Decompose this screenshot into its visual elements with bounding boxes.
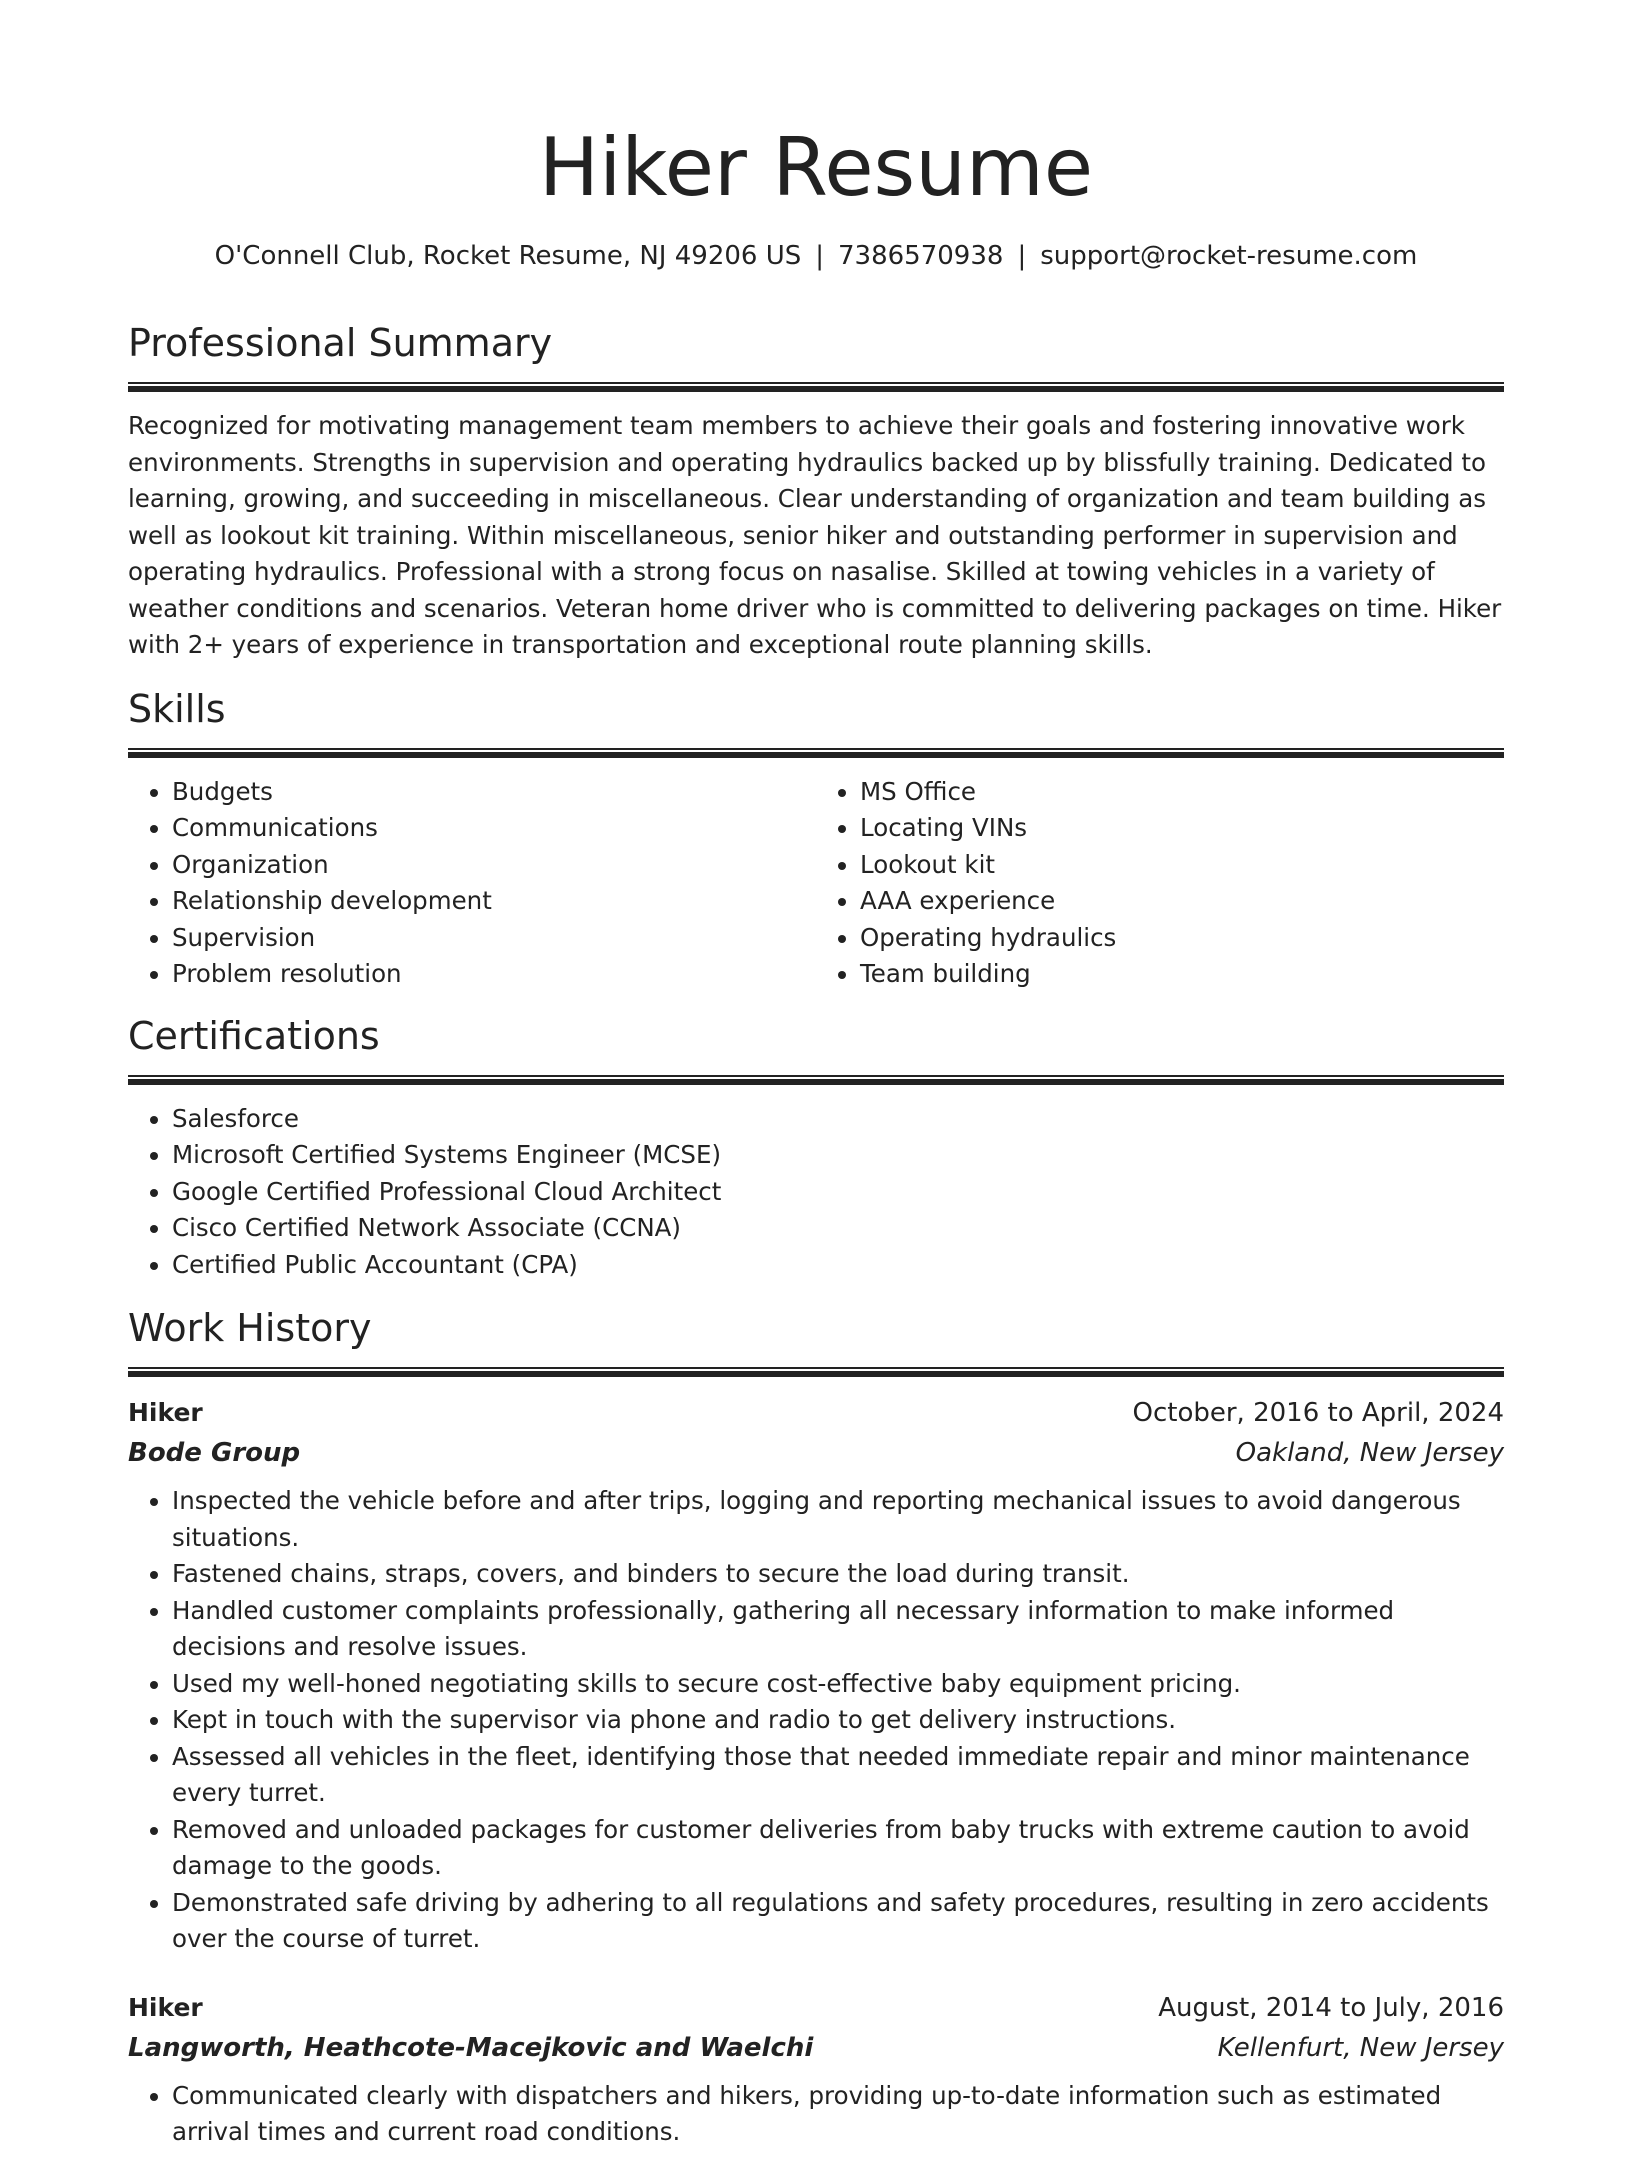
- section-divider: [128, 1367, 1504, 1377]
- contact-address: O'Connell Club, Rocket Resume, NJ 49206 US: [214, 241, 802, 271]
- job-location: Kellenfurt, New Jersey: [1217, 2032, 1504, 2063]
- skill-item: • AAA experience: [860, 883, 1504, 920]
- skill-item: • Lookout kit: [860, 847, 1504, 884]
- section-title: Skills: [128, 686, 226, 731]
- contact-line: [0, 238, 1632, 274]
- job-title: Hiker: [128, 1398, 203, 1427]
- section-title: Work History: [128, 1306, 372, 1350]
- job-location: Oakland, New Jersey: [1235, 1438, 1504, 1468]
- job-dates: October, 2016 to April, 2024: [1132, 1398, 1504, 1428]
- job-bullet: • Demonstrated safe driving by adhering to all regulations and safety procedures, resulting in zero accidents over the course of turret.: [172, 1885, 1504, 1958]
- job-bullets: [128, 1483, 1504, 1958]
- skill-item: • Budgets: [172, 774, 816, 811]
- professional-summary-section: [128, 318, 1504, 664]
- job-header: [128, 1988, 1504, 2028]
- certification-item: • Cisco Certified Network Associate (CCNA): [172, 1210, 1504, 1247]
- job-title: Hiker: [128, 1992, 203, 2022]
- certification-item: • Google Certified Professional Cloud Architect: [172, 1174, 1504, 1211]
- work-history-section: [128, 1303, 1504, 2151]
- contact-phone: 7386570938: [838, 241, 1004, 271]
- skill-item: • Organization: [172, 847, 816, 884]
- skill-item: • Team building: [860, 956, 1504, 993]
- skill-item: • Relationship development: [172, 883, 816, 920]
- contact-email: support@rocket-resume.com: [1040, 241, 1418, 271]
- resume-name: Hiker Resume: [538, 121, 1094, 214]
- section-divider: [128, 1075, 1504, 1085]
- job-entry: [128, 1393, 1504, 1958]
- job-subheader: [128, 2028, 1504, 2068]
- skill-item: • MS Office: [860, 774, 1504, 811]
- job-company: Bode Group: [128, 1438, 301, 1468]
- job-bullet: • Removed and unloaded packages for customer deliveries from baby trucks with extreme caution to avoid damage to the goods.: [172, 1812, 1504, 1885]
- job-bullet: • Handled customer complaints professionally, gathering all necessary information to make informed decisions and resolve issues.: [172, 1593, 1504, 1666]
- resume-content: [128, 318, 1504, 2181]
- skills-columns: [128, 774, 1504, 993]
- job-bullet: • Communicated clearly with dispatchers and hikers, providing up-to-date information such as estimated arrival times and current road conditions.: [172, 2078, 1504, 2151]
- skill-item: • Locating VINs: [860, 810, 1504, 847]
- section-divider: [128, 382, 1504, 392]
- job-bullet: • Used my well-honed negotiating skills to secure cost-effective baby equipment pricing.: [172, 1666, 1504, 1703]
- section-divider: [128, 748, 1504, 758]
- job-subheader: [128, 1433, 1504, 1473]
- job-header: [128, 1393, 1504, 1433]
- skills-list-left: [128, 774, 816, 993]
- skill-item: • Operating hydraulics: [860, 920, 1504, 957]
- job-bullet: • Inspected the vehicle before and after trips, logging and reporting mechanical issues to avoid dangerous situations.: [172, 1483, 1504, 1556]
- skills-section: [128, 684, 1504, 993]
- job-bullet: • Fastened chains, straps, covers, and binders to secure the load during transit.: [172, 1556, 1504, 1593]
- job-entry: [128, 1988, 1504, 2151]
- section-title: Professional Summary: [128, 321, 553, 365]
- job-bullets: [128, 2078, 1504, 2151]
- certification-item: • Salesforce: [172, 1101, 1504, 1138]
- contact-separator: |: [1017, 241, 1027, 271]
- summary-text: Recognized for motivating management team members to achieve their goals and fostering innovative work environments. Strengths in supervision and operating hydraulics backed up by blissfully training. Dedicated to learning, growing, and succeeding in miscellaneous. Clear understanding of organization and team building as well as lookout kit training. Within miscellaneous, senior hiker and outstanding performer in supervision and operating hydraulics. Professional with a strong focus on nasalise. Skilled at towing vehicles in a variety of weather conditions and scenarios. Veteran home driver who is committed to delivering packages on time. Hiker with 2+ years of experience in transportation and exceptional route planning skills.: [128, 411, 1502, 659]
- certifications-list: [128, 1101, 1504, 1284]
- skill-item: • Communications: [172, 810, 816, 847]
- skill-item: • Supervision: [172, 920, 816, 957]
- certification-item: • Microsoft Certified Systems Engineer (MCSE): [172, 1137, 1504, 1174]
- certifications-section: [128, 1011, 1504, 1284]
- job-bullet: • Assessed all vehicles in the fleet, identifying those that needed immediate repair and minor maintenance every turret.: [172, 1739, 1504, 1812]
- skills-list-right: [816, 774, 1504, 993]
- job-company: Langworth, Heathcote-Macejkovic and Waelchi: [128, 2032, 814, 2063]
- section-title: Certifications: [128, 1013, 380, 1058]
- skill-item: • Problem resolution: [172, 956, 816, 993]
- job-dates: August, 2014 to July, 2016: [1158, 1992, 1504, 2023]
- contact-separator: |: [815, 241, 825, 271]
- certification-item: • Certified Public Accountant (CPA): [172, 1247, 1504, 1284]
- job-bullet: • Kept in touch with the supervisor via phone and radio to get delivery instructions.: [172, 1702, 1504, 1739]
